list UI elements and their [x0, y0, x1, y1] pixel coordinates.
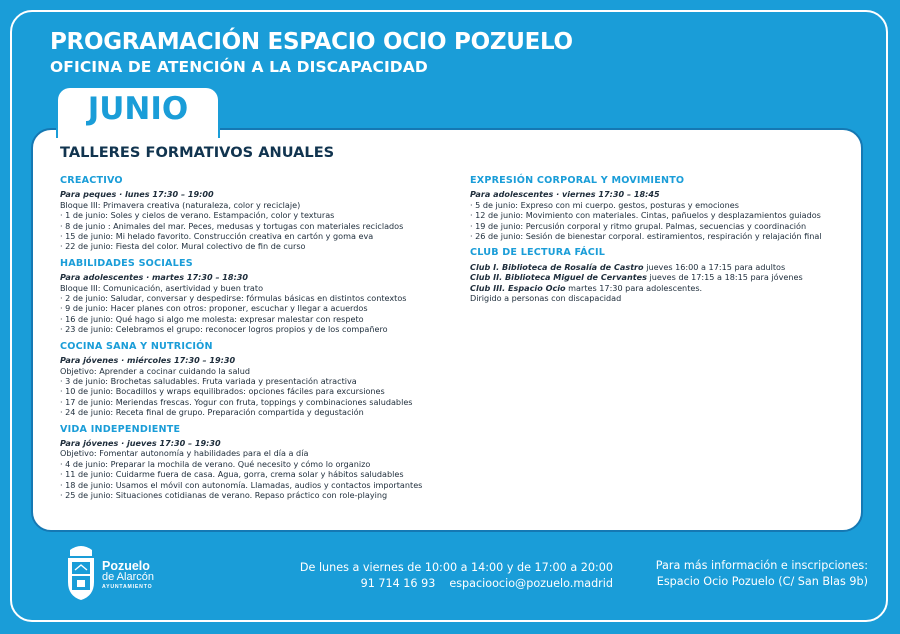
page-subtitle: OFICINA DE ATENCIÓN A LA DISCAPACIDAD — [50, 58, 428, 76]
section-1 — [60, 259, 450, 335]
list-item: · 19 de junio: Percusión corporal y ritmo grupal. Palmas, secuencias y coordinación — [470, 220, 807, 231]
club-detail: jueves de 17:15 a 18:15 para jóvenes — [646, 272, 803, 283]
list-item: · 26 de junio: Sesión de bienestar corporal. estiramientos, respiración y relajación final — [470, 231, 822, 242]
club-name: Club III. Espacio Ocio — [470, 282, 566, 293]
list-item: · 12 de junio: Movimiento con materiales. Cintas, pañuelos y desplazamientos guiados — [470, 210, 821, 221]
address: Espacio Ocio Pozuelo (C/ San Blas 9b) — [656, 575, 868, 588]
club-detail: jueves 16:00 a 17:15 para adultos — [643, 261, 786, 272]
list-item: · 18 de junio: Usamos el móvil con autonomía. Llamadas, audios y contactos importantes — [60, 479, 423, 490]
list-item: · 1 de junio: Soles y cielos de verano. Estampación, color y texturas — [60, 210, 335, 221]
club-entry — [470, 272, 850, 282]
list-item: · 25 de junio: Situaciones cotidianas de verano. Repaso práctico con role-playing — [60, 489, 388, 500]
club-note: Dirigido a personas con discapacidad — [470, 293, 622, 304]
section-0 — [60, 176, 450, 252]
list-item: · 5 de junio: Expreso con mi cuerpo. gestos, posturas y emociones — [470, 199, 739, 210]
list-item: · 24 de junio: Receta final de grupo. Preparación compartida y degustación — [60, 407, 364, 418]
list-item: · 23 de junio: Celebramos el grupo: reconocer logros propios y de los compañero — [60, 324, 388, 335]
section-title: VIDA INDEPENDIENTE — [60, 423, 181, 435]
section-title: CLUB DE LECTURA FÁCIL — [470, 247, 606, 259]
left-column — [60, 176, 450, 507]
phone-number[interactable]: 91 714 16 93 — [360, 577, 436, 590]
list-item: · 17 de junio: Meriendas frescas. Yogur con fruta, toppings y combinaciones saludables — [60, 396, 413, 407]
section-block: Bloque III: Comunicación, asertividad y buen trato — [60, 282, 264, 293]
club-entry — [470, 262, 850, 272]
club-detail: martes 17:30 para adolescentes. — [565, 282, 703, 293]
section-schedule: Para peques · lunes 17:30 – 19:00 — [60, 189, 214, 200]
list-item: · 10 de junio: Bocadillos y wraps equilibrados: opciones fáciles para excursiones — [60, 386, 385, 397]
list-item: · 9 de junio: Hacer planes con otros: proponer, escuchar y llegar a acuerdos — [60, 303, 368, 314]
info-line: Para más información e inscripciones: — [655, 559, 868, 572]
list-item: · 22 de junio: Fiesta del color. Mural colectivo de fin de curso — [60, 241, 306, 252]
section-schedule: Para adolescentes · viernes 17:30 – 18:45 — [470, 189, 660, 200]
email-link[interactable]: espacioocio@pozuelo.madrid — [449, 577, 613, 590]
page-title: PROGRAMACIÓN ESPACIO OCIO POZUELO — [50, 29, 573, 55]
list-item: · 11 de junio: Cuidarme fuera de casa. Agua, gorra, crema solar y hábitos saludables — [60, 469, 404, 480]
logo-name: Pozuelo — [102, 559, 150, 573]
section-title: CREACTIVO — [60, 175, 123, 186]
month-label: JUNIO — [87, 91, 189, 127]
section-block: Bloque III: Primavera creativa (naturaleza, color y reciclaje) — [60, 199, 301, 210]
list-item: · 8 de junio : Animales del mar. Peces, medusas y tortugas con materiales reciclados — [60, 220, 404, 231]
list-item: · 15 de junio: Mi helado favorito. Construcción creativa en cartón y goma eva — [60, 231, 374, 242]
section-expresion — [470, 176, 850, 241]
list-item: · 3 de junio: Brochetas saludables. Fruta variada y presentación atractiva — [60, 375, 357, 386]
list-item: · 2 de junio: Saludar, conversar y despedirse: fórmulas básicas en distintos contextos — [60, 293, 407, 304]
right-column — [470, 176, 850, 310]
section-title: COCINA SANA Y NUTRICIÓN — [60, 340, 213, 352]
section-block: Objetivo: Fomentar autonomía y habilidades para el día a día — [60, 448, 309, 459]
section-club — [470, 248, 850, 303]
section-3 — [60, 425, 450, 501]
section-2 — [60, 342, 450, 418]
card-heading: TALLERES FORMATIVOS ANUALES — [60, 144, 335, 161]
club-name: Club I. Biblioteca de Rosalía de Castro — [470, 261, 644, 272]
logo-wordmark — [102, 560, 154, 590]
section-title: EXPRESIÓN CORPORAL Y MOVIMIENTO — [470, 175, 685, 186]
logo-place: de Alarcón — [102, 571, 154, 583]
opening-hours: De lunes a viernes de 10:00 a 14:00 y de 17:00 a 20:00 — [299, 561, 613, 574]
section-block: Objetivo: Aprender a cocinar cuidando la salud — [60, 365, 250, 376]
club-name: Club II. Biblioteca Miguel de Cervantes — [470, 272, 647, 283]
section-schedule: Para jóvenes · jueves 17:30 – 19:30 — [60, 437, 221, 448]
contact-line — [300, 576, 613, 592]
section-schedule: Para adolescentes · martes 17:30 – 18:30 — [60, 272, 249, 283]
footer-info — [656, 558, 868, 590]
club-entry — [470, 283, 850, 293]
footer-contact — [300, 560, 613, 592]
list-item: · 4 de junio: Preparar la mochila de verano. Qué necesito y cómo lo organizo — [60, 458, 371, 469]
logo-sub: AYUNTAMIENTO — [102, 584, 153, 590]
list-item: · 16 de junio: Qué hago si algo me molesta: expresar malestar con respeto — [60, 313, 364, 324]
section-title: HABILIDADES SOCIALES — [60, 257, 193, 269]
section-schedule: Para jóvenes · miércoles 17:30 – 19:30 — [60, 355, 236, 366]
